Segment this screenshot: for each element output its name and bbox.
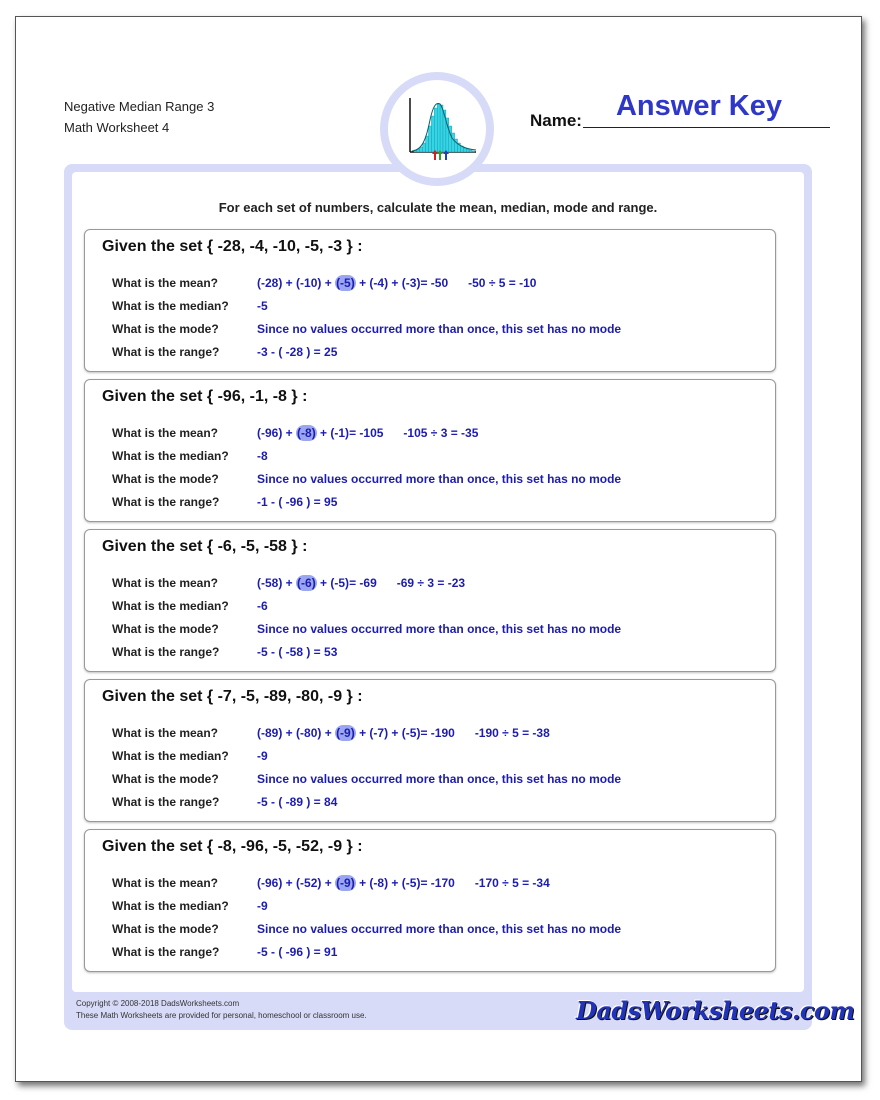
- problem-given-set: Given the set { -8, -96, -5, -52, -9 } :: [102, 838, 363, 855]
- question-mode: What is the mode?: [112, 622, 219, 636]
- worksheet-title: [64, 96, 214, 138]
- name-label: Name:: [530, 111, 582, 130]
- mean-average: -170 ÷ 5 = -34: [474, 876, 550, 890]
- answer-range: -5 - ( -58 ) = 53: [257, 645, 338, 659]
- mean-sum: = -170: [420, 876, 455, 890]
- answer-range: -5 - ( -96 ) = 91: [257, 945, 338, 959]
- mean-term: (-28): [257, 276, 283, 290]
- histogram-bar: [463, 148, 466, 152]
- question-range: What is the range?: [112, 795, 220, 809]
- histogram-bar: [420, 147, 423, 152]
- problem-box: [84, 379, 776, 522]
- question-mode: What is the mode?: [112, 322, 219, 336]
- plus-sign: +: [388, 726, 402, 740]
- answer-mean: [257, 876, 550, 890]
- plus-sign: +: [282, 276, 297, 290]
- answer-mode: Since no values occurred more than once, this set has no mode: [257, 322, 622, 336]
- question-median: What is the median?: [112, 449, 229, 463]
- mean-term: (-8): [369, 876, 389, 890]
- mean-term: (-96): [257, 426, 283, 440]
- problem-box: [84, 229, 776, 372]
- answer-range: -1 - ( -96 ) = 95: [257, 495, 338, 509]
- plus-sign: +: [282, 426, 297, 440]
- problem-box: [84, 829, 776, 972]
- question-range: What is the range?: [112, 945, 220, 959]
- answer-mean: [257, 276, 536, 290]
- plus-sign: +: [355, 726, 370, 740]
- mean-term: (-96): [257, 876, 283, 890]
- histogram-bar: [431, 116, 434, 152]
- plus-sign: +: [388, 276, 402, 290]
- instructions: For each set of numbers, calculate the mean, median, mode and range.: [218, 200, 658, 215]
- mean-term: (-80): [296, 726, 322, 740]
- worksheet-frame: [64, 164, 855, 1030]
- plus-sign: +: [282, 726, 297, 740]
- problem-given-set: Given the set { -7, -5, -89, -80, -9 } :: [102, 688, 363, 705]
- mean-term-median-highlight: (-5): [336, 276, 355, 290]
- answer-median: -5: [257, 299, 268, 313]
- mean-term: (-52): [296, 876, 322, 890]
- mean-term-median-highlight: (-9): [336, 726, 355, 740]
- question-median: What is the median?: [112, 299, 229, 313]
- mean-term: (-5): [401, 726, 421, 740]
- answer-median: -9: [257, 749, 268, 763]
- mean-term: (-1): [330, 426, 350, 440]
- question-range: What is the range?: [112, 495, 220, 509]
- usage-notice: These Math Worksheets are provided for personal, homeschool or classroom use.: [76, 1011, 367, 1020]
- mean-average: -190 ÷ 5 = -38: [474, 726, 550, 740]
- mean-average: -50 ÷ 5 = -10: [468, 276, 537, 290]
- problem-given-set: Given the set { -96, -1, -8 } :: [102, 388, 308, 405]
- answer-median: -8: [257, 449, 268, 463]
- mean-term: (-58): [257, 576, 283, 590]
- histogram-bar: [469, 150, 472, 152]
- mean-term-median-highlight: (-8): [297, 426, 316, 440]
- mean-term: (-3): [401, 276, 421, 290]
- worksheet-title-line2: Math Worksheet 4: [64, 120, 170, 135]
- plus-sign: +: [282, 876, 297, 890]
- mean-term: (-10): [296, 276, 322, 290]
- mean-average: -69 ÷ 3 = -23: [396, 576, 466, 590]
- problem-box: [84, 529, 776, 672]
- histogram-bar: [423, 143, 426, 152]
- histogram-bar: [429, 126, 432, 152]
- question-mean: What is the mean?: [112, 426, 219, 440]
- answer-mean: [257, 576, 465, 590]
- mean-term: (-5): [330, 576, 350, 590]
- problem-box: [84, 679, 776, 822]
- logo-badge: [380, 72, 494, 186]
- plus-sign: +: [316, 576, 331, 590]
- question-mode: What is the mode?: [112, 472, 219, 486]
- histogram-bar: [437, 104, 440, 152]
- histogram-bar: [426, 136, 429, 152]
- question-median: What is the median?: [112, 899, 229, 913]
- histogram-bell-curve-icon: [388, 80, 486, 178]
- mean-term-median-highlight: (-6): [297, 576, 316, 590]
- copyright-text: Copyright © 2008-2018 DadsWorksheets.com: [76, 999, 240, 1008]
- mean-term: (-7): [369, 726, 389, 740]
- plus-sign: +: [321, 726, 336, 740]
- histogram-bar: [472, 151, 475, 152]
- question-mean: What is the mean?: [112, 876, 219, 890]
- brand-logo: DadsWorksheets.com: [576, 996, 855, 1025]
- question-median: What is the median?: [112, 749, 229, 763]
- question-range: What is the range?: [112, 645, 220, 659]
- mean-term: (-5): [401, 876, 421, 890]
- problem-given-set: Given the set { -28, -4, -10, -5, -3 } :: [102, 238, 363, 255]
- mean-term-median-highlight: (-9): [336, 876, 355, 890]
- histogram-bar: [434, 108, 437, 152]
- plus-sign: +: [282, 576, 297, 590]
- answer-mean: [257, 726, 550, 740]
- histogram-bar: [466, 149, 469, 152]
- answer-key-label: Answer Key: [615, 90, 782, 122]
- answer-mean: [257, 426, 478, 440]
- mean-sum: = -190: [420, 726, 455, 740]
- mean-term: (-4): [369, 276, 389, 290]
- question-mean: What is the mean?: [112, 726, 219, 740]
- question-mean: What is the mean?: [112, 276, 219, 290]
- answer-mode: Since no values occurred more than once, this set has no mode: [257, 922, 622, 936]
- mean-term: (-89): [257, 726, 283, 740]
- question-mode: What is the mode?: [112, 772, 219, 786]
- histogram-bar: [452, 133, 455, 152]
- mean-average: -105 ÷ 3 = -35: [403, 426, 479, 440]
- worksheet-content: [72, 172, 804, 992]
- plus-sign: +: [355, 276, 370, 290]
- question-median: What is the median?: [112, 599, 229, 613]
- problem-given-set: Given the set { -6, -5, -58 } :: [102, 538, 308, 555]
- question-range: What is the range?: [112, 345, 220, 359]
- histogram-bar: [440, 105, 443, 152]
- plus-sign: +: [316, 426, 331, 440]
- mean-sum: = -105: [349, 426, 384, 440]
- worksheet-title-line1: Negative Median Range 3: [64, 99, 215, 114]
- question-mode: What is the mode?: [112, 922, 219, 936]
- name-underline: [583, 127, 830, 128]
- plus-sign: +: [321, 276, 336, 290]
- answer-median: -6: [257, 599, 268, 613]
- mean-sum: = -69: [349, 576, 377, 590]
- plus-sign: +: [321, 876, 336, 890]
- answer-range: -5 - ( -89 ) = 84: [257, 795, 338, 809]
- mean-sum: = -50: [420, 276, 449, 290]
- answer-range: -3 - ( -28 ) = 25: [257, 345, 338, 359]
- plus-sign: +: [388, 876, 402, 890]
- question-mean: What is the mean?: [112, 576, 219, 590]
- plus-sign: +: [355, 876, 370, 890]
- answer-median: -9: [257, 899, 268, 913]
- answer-mode: Since no values occurred more than once, this set has no mode: [257, 772, 622, 786]
- footer-copyright: [76, 998, 367, 1022]
- answer-mode: Since no values occurred more than once, this set has no mode: [257, 472, 622, 486]
- answer-mode: Since no values occurred more than once, this set has no mode: [257, 622, 622, 636]
